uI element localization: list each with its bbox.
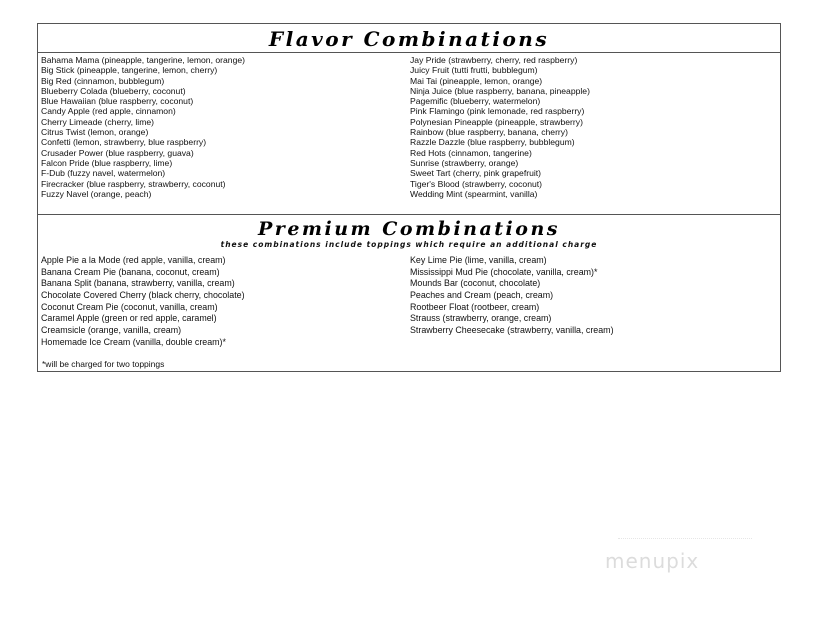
premium-item: Apple Pie a la Mode (red apple, vanilla, cream) — [41, 255, 226, 265]
flavor-item: Crusader Power (blue raspberry, guava) — [41, 147, 194, 158]
flavor-item: Big Stick (pineapple, tangerine, lemon, cherry) — [41, 65, 218, 76]
flavor-item: Big Red (cinnamon, bubblegum) — [41, 75, 165, 86]
flavor-item: Cherry Limeade (cherry, lime) — [41, 116, 155, 127]
flavor-item: Pagemific (blueberry, watermelon) — [410, 96, 541, 107]
flavor-item: Blueberry Colada (blueberry, coconut) — [41, 85, 186, 96]
flavor-item: Sunrise (strawberry, orange) — [410, 157, 519, 168]
premium-item: Mounds Bar (coconut, chocolate) — [410, 278, 541, 289]
flavor-item: Bahama Mama (pineapple, tangerine, lemon, orange) — [41, 55, 245, 65]
flavor-item: Red Hots (cinnamon, tangerine) — [410, 147, 532, 158]
premium-item: Mississippi Mud Pie (chocolate, vanilla, cream)* — [410, 266, 598, 277]
flavor-item: Ninja Juice (blue raspberry, banana, pineapple) — [410, 85, 590, 96]
premium-item: Strauss (strawberry, orange, cream) — [410, 313, 552, 324]
flavor-item: F-Dub (fuzzy navel, watermelon) — [41, 168, 166, 179]
flavor-item: Wedding Mint (spearmint, vanilla) — [410, 188, 538, 199]
premium-item: Caramel Apple (green or red apple, caramel) — [41, 313, 217, 324]
premium-item: Creamsicle (orange, vanilla, cream) — [41, 325, 182, 336]
flavor-list-left — [41, 55, 245, 199]
premium-item: Key Lime Pie (lime, vanilla, cream) — [410, 255, 547, 265]
menu-card — [37, 23, 781, 372]
flavor-item: Juicy Fruit (tutti frutti, bubblegum) — [410, 65, 538, 76]
flavor-item: Razzle Dazzle (blue raspberry, bubblegum) — [410, 137, 575, 148]
flavor-item: Rainbow (blue raspberry, banana, cherry) — [410, 127, 568, 138]
premium-list-left — [41, 255, 245, 349]
flavor-item: Tiger's Blood (strawberry, coconut) — [410, 178, 543, 189]
flavor-item: Polynesian Pineapple (pineapple, strawberry) — [410, 116, 583, 127]
flavor-item: Confetti (lemon, strawberry, blue raspberry) — [41, 137, 207, 148]
flavor-item: Candy Apple (red apple, cinnamon) — [41, 106, 176, 117]
premium-item: Chocolate Covered Cherry (black cherry, chocolate) — [41, 290, 245, 301]
premium-subtitle: these combinations include toppings which require an additional charge — [220, 240, 598, 249]
watermark-rule — [618, 538, 752, 539]
premium-combinations-title: Premium Combinations — [258, 218, 560, 240]
premium-item: Banana Cream Pie (banana, coconut, cream) — [41, 266, 220, 277]
premium-list-right — [410, 255, 614, 337]
premium-item: Homemade Ice Cream (vanilla, double cream)* — [41, 336, 226, 347]
flavor-item: Firecracker (blue raspberry, strawberry, coconut) — [41, 178, 226, 189]
flavor-item: Mai Tai (pineapple, lemon, orange) — [410, 75, 543, 86]
toppings-footnote: *will be charged for two toppings — [42, 359, 165, 369]
premium-item: Rootbeer Float (rootbeer, cream) — [410, 301, 540, 312]
title-divider — [38, 52, 780, 53]
flavor-item: Blue Hawaiian (blue raspberry, coconut) — [41, 96, 194, 107]
flavor-combinations-title: Flavor Combinations — [268, 27, 550, 51]
flavor-item: Fuzzy Navel (orange, peach) — [41, 188, 152, 199]
flavor-item: Falcon Pride (blue raspberry, lime) — [41, 157, 173, 168]
section-divider — [38, 214, 780, 215]
flavor-list-right — [410, 55, 590, 199]
flavor-item: Pink Flamingo (pink lemonade, red raspberry) — [410, 106, 585, 117]
premium-item: Strawberry Cheesecake (strawberry, vanilla, cream) — [410, 325, 614, 336]
premium-item: Coconut Cream Pie (coconut, vanilla, cream) — [41, 301, 218, 312]
flavor-item: Jay Pride (strawberry, cherry, red raspberry) — [410, 55, 578, 65]
flavor-item: Citrus Twist (lemon, orange) — [41, 127, 149, 138]
premium-item: Banana Split (banana, strawberry, vanilla, cream) — [41, 278, 235, 289]
flavor-item: Sweet Tart (cherry, pink grapefruit) — [410, 168, 542, 179]
menupix-watermark: menupix — [605, 549, 700, 573]
premium-item: Peaches and Cream (peach, cream) — [410, 290, 554, 301]
